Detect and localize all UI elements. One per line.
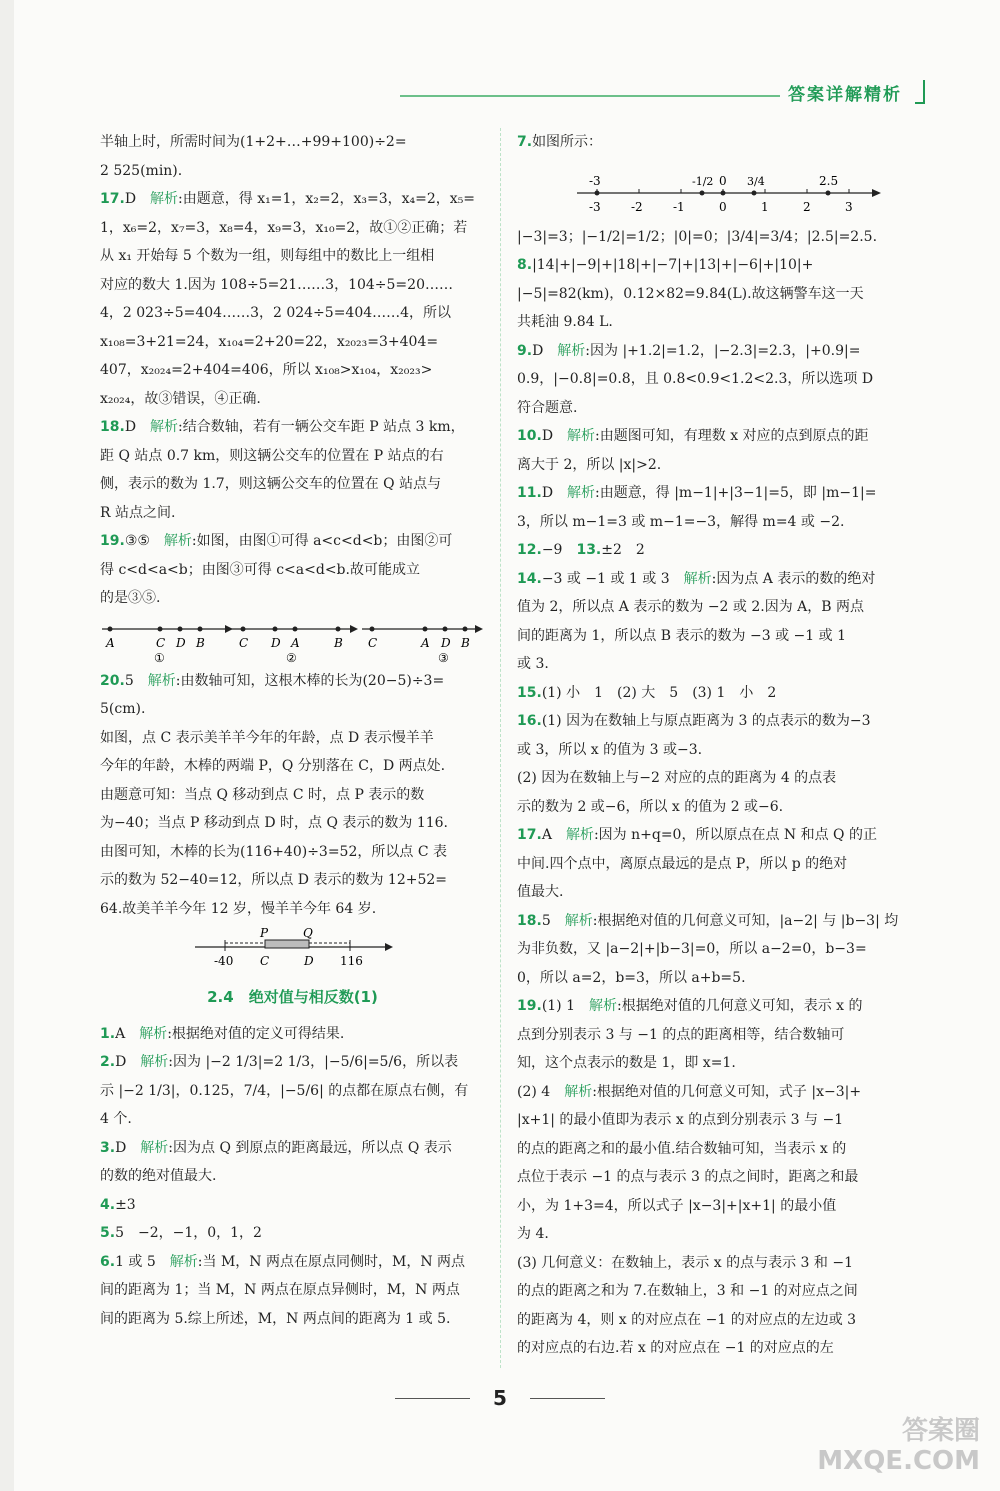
answer-s3: [100, 1134, 485, 1191]
answer-18r: [517, 907, 929, 993]
answer: D: [115, 1054, 127, 1070]
text-line: 间的距离为 1，所以点 B 表示的数为 −3 或 −1 或 1: [517, 627, 846, 644]
text-line: |x+1| 的最小值即为表示 x 的点到分别表示 3 与 −1: [517, 1112, 844, 1128]
analysis-tag: 解析: [567, 428, 596, 444]
text-line: 对应的数大 1.因为 108÷5=21……3，104÷5=20……: [100, 276, 453, 293]
answer: 1 或 5: [115, 1253, 156, 1270]
text-line: 示的数为 52−40=12，所以点 D 表示的数为 12+52=: [100, 872, 448, 888]
answer-s5: [100, 1219, 485, 1248]
text-line: :因为 |−2 1/3|=2 1/3，|−5/6|=5/6，所以表: [168, 1054, 459, 1070]
text-line: :结合数轴，若有一辆公交车距 P 站点 3 km，: [178, 419, 465, 435]
text-line: :根据绝对值的几何意义可知，表示 x 的: [617, 998, 863, 1014]
section-title: 2.4 绝对值与相反数(1): [207, 988, 378, 1006]
text-line: 间的距离为 5.综上所述，M，N 两点间的距离为 1 或 5.: [100, 1310, 451, 1327]
text-line: 侧，表示的数为 1.7，则这辆公交车的位置在 Q 站点与: [100, 476, 442, 492]
fig3-label: A: [421, 635, 430, 650]
text-line: :根据绝对值的定义可得结果.: [167, 1025, 345, 1042]
analysis-tag: 解析: [683, 570, 712, 587]
analysis-tag: 解析: [567, 485, 596, 501]
analysis-tag: 解析: [147, 672, 176, 689]
text-line: :因为 |+1.2|=1.2，|−2.3|=2.3，|+0.9|=: [585, 342, 861, 359]
text-line: :因为 n+q=0，所以原点在点 N 和点 Q 的正: [593, 827, 877, 843]
page-number-rule-right: [530, 1398, 605, 1399]
question-number: 5.: [100, 1225, 116, 1241]
text-line: 或 3，所以 x 的值为 3 或−3.: [517, 741, 703, 758]
header-title: 答案详解精析: [788, 85, 902, 105]
text-line: (2) 因为在数轴上与−2 对应的点的距离为 4 的点表: [517, 770, 837, 786]
text-line: 点到分别表示 3 与 −1 的点的距离相等，结合数轴可: [517, 1026, 845, 1043]
text-line: 间的距离为 1；当 M，N 两点在原点异侧时，M，N 两点: [100, 1282, 460, 1298]
question-number: 15.: [517, 684, 542, 701]
answer-8: [517, 251, 929, 337]
text-line: :因为点 A 表示的数的绝对: [711, 570, 876, 587]
question-number: 13.: [576, 542, 602, 558]
text-line: :由题意，得 x₁=1，x₂=2，x₃=3，x₄=2，x₅=: [178, 191, 476, 207]
text-line: :根据绝对值的几何意义可知，式子 |x−3|+: [592, 1083, 862, 1100]
tick-label: 3: [845, 199, 853, 214]
answer-11: [517, 479, 929, 536]
fig-2: [230, 625, 358, 665]
text-line: 示的数为 2 或−6，所以 x 的值为 2 或−6.: [517, 798, 784, 815]
text-line: 1，x₆=2，x₇=3，x₈=4，x₉=3，x₁₀=2，故①②正确；若: [100, 219, 468, 236]
answer: D: [532, 342, 544, 359]
answer-20: [100, 667, 485, 974]
text-line: 为非负数，又 |a−2|+|b−3|=0，所以 a−2=0，b−3=: [517, 941, 867, 957]
text-line: 64.故美羊羊今年 12 岁，慢羊羊今年 64 岁.: [100, 900, 377, 917]
text-line: 值最大.: [517, 884, 564, 900]
tick-label: 1: [761, 199, 769, 214]
answer: D: [541, 485, 554, 501]
header-bracket: [915, 80, 925, 104]
question-number: 11.: [517, 485, 542, 501]
answer-15: [517, 679, 929, 708]
page-edge: [0, 0, 14, 1491]
fig1-label: B: [196, 635, 205, 650]
analysis-tag: 解析: [589, 998, 618, 1014]
analysis-tag: 解析: [163, 533, 192, 549]
fig1-marker: ①: [154, 650, 165, 665]
text-line: R 站点之间.: [100, 504, 176, 521]
question-number: 14.: [517, 570, 542, 587]
text-line: 的点的距离之和的最小值.结合数轴可知，当表示 x 的: [517, 1140, 847, 1157]
analysis-tag: 解析: [564, 912, 593, 929]
question-number: 17.: [100, 191, 125, 207]
text-line: x₁₀₈=3+21=24，x₁₀₄=2+20=22，x₂₀₂₃=3+404=: [100, 333, 439, 350]
question-number: 18.: [517, 912, 542, 929]
mark-label: -1/2: [692, 174, 714, 188]
question-number: 8.: [517, 257, 533, 273]
header-rule: [400, 95, 780, 97]
answer: (1) 1: [541, 998, 576, 1014]
fig3-marker: ③: [438, 650, 449, 665]
tick-label: 2: [803, 199, 811, 214]
fig3-label: D: [441, 635, 451, 650]
text-line: 值为 2，所以点 A 表示的数为 −2 或 2.因为 A，B 两点: [517, 599, 865, 615]
analysis-tag: 解析: [169, 1253, 198, 1270]
answer: ±3: [115, 1196, 136, 1213]
answer: D: [541, 428, 554, 444]
right-column: [517, 128, 929, 1363]
text-line: :因为点 Q 到原点的距离最远，所以点 Q 表示: [168, 1139, 452, 1156]
text-line: 为 4.: [517, 1226, 549, 1242]
analysis-tag: 解析: [150, 419, 179, 435]
column-divider: [500, 128, 501, 1368]
number-line-figures-19: [100, 615, 485, 665]
text-line: 0，所以 a=2，b=3，所以 a+b=5.: [517, 969, 746, 986]
fig3-label: B: [461, 635, 470, 650]
text-line: 中间.四个点中，离原点最远的是点 P，所以 p 的绝对: [517, 855, 848, 872]
text-line: :由数轴可知，这根木棒的长为(20−5)÷3=: [175, 672, 445, 689]
text-line: x₂₀₂₄，故③错误，④正确.: [100, 390, 261, 407]
question-number: 18.: [100, 419, 125, 435]
text-line: :当 M，N 两点在原点同侧时，M，N 两点: [197, 1253, 466, 1270]
answer-19r: [517, 992, 929, 1363]
question-number: 9.: [517, 342, 533, 359]
text-line: 离大于 2，所以 |x|>2.: [517, 456, 662, 473]
text-line: |14|+|−9|+|18|+|−7|+|13|+|−6|+|10|+: [532, 257, 814, 273]
text-line: |−3|=3；|−1/2|=1/2；|0|=0；|3/4|=3/4；|2.5|=2.5.: [517, 228, 878, 245]
text-line: 的是③⑤.: [100, 590, 161, 606]
fig1-label: C: [156, 635, 166, 650]
text-line: 示 |−2 1/3|，0.125，7/4，|−5/6| 的点都在原点右侧，有: [100, 1082, 469, 1099]
analysis-tag: 解析: [557, 342, 586, 359]
answer-s1: [100, 1020, 485, 1049]
answer: ③⑤: [124, 533, 150, 549]
fig2-label: A: [291, 635, 300, 650]
text-line: 的距离为 4，则 x 的对应点在 −1 的对应点的左边或 3: [517, 1311, 857, 1328]
answer: A: [541, 827, 552, 843]
text-line: 由题意可知：当点 Q 移动到点 C 时，点 P 表示的数: [100, 786, 425, 803]
text-line: 从 x₁ 开始每 5 个数为一组，则每组中的数比上一组相: [100, 248, 435, 264]
label-p: P: [260, 926, 269, 940]
number-line-figure-7: [517, 159, 929, 221]
label-right: 116: [340, 954, 363, 968]
tick-label: -3: [589, 199, 601, 214]
answer-19: [100, 527, 485, 665]
text-line: 共耗油 9.84 L.: [517, 314, 613, 330]
question-number: 3.: [100, 1139, 116, 1156]
question-number: 17.: [517, 827, 542, 843]
text-line: 3，所以 m−1=3 或 m−1=−3，解得 m=4 或 −2.: [517, 513, 845, 530]
answer-10: [517, 422, 929, 479]
text-line: 为−40；当点 P 移动到点 D 时，点 Q 表示的数为 116.: [100, 815, 448, 831]
mark-label: 3/4: [747, 174, 765, 188]
analysis-tag: 解析: [139, 1025, 168, 1042]
question-number: 19.: [100, 533, 125, 549]
label-left: -40: [214, 954, 234, 968]
fig1-label: D: [176, 635, 186, 650]
intro-line-1: 半轴上时，所需时间为(1+2+…+99+100)÷2=: [100, 134, 407, 150]
text-line: 的对应点的右边.若 x 的对应点在 −1 的对应点的左: [517, 1340, 834, 1356]
answer: ±2 2: [601, 542, 645, 558]
answer: 5: [124, 672, 134, 689]
tick-label: 0: [719, 199, 727, 214]
answer-17r: [517, 821, 929, 907]
text-line: (3) 几何意义：在数轴上，表示 x 的点与表示 3 和 −1: [517, 1254, 853, 1271]
answer: D: [124, 419, 137, 435]
answer: −9: [541, 542, 563, 558]
label-d: D: [304, 954, 314, 968]
text-line: 如图所示：: [532, 134, 603, 150]
fig2-marker: ②: [286, 650, 297, 665]
answer-17: [100, 185, 485, 413]
fig3-label: C: [368, 635, 378, 650]
text-line: 407，x₂₀₂₄=2+404=406，所以 x₁₀₈>x₁₀₄，x₂₀₂₃>: [100, 362, 433, 378]
answer: (2) 4: [517, 1083, 551, 1100]
question-number: 6.: [100, 1253, 116, 1270]
question-number: 19.: [517, 998, 542, 1014]
text-line: 如图，点 C 表示美羊羊今年的年龄，点 D 表示慢羊羊: [100, 729, 434, 746]
intro-line-2: 2 525(min).: [100, 162, 183, 179]
text-line: 得 c<d<a<b；由图③可得 c<a<d<b.故可能成立: [100, 561, 420, 578]
mark-label: 0: [719, 173, 727, 188]
answer: 5: [541, 912, 551, 929]
text-line: 由图可知，木棒的长为(116+40)÷3=52，所以点 C 表: [100, 843, 447, 860]
answer: 5 −2，−1，0，1，2: [115, 1225, 262, 1241]
answer: D: [124, 191, 137, 207]
mark-label: 2.5: [819, 173, 839, 188]
text-line: 0.9，|−0.8|=0.8，且 0.8<0.9<1.2<2.3，所以选项 D: [517, 371, 874, 387]
watermark-line-2: MXQE.COM: [817, 1446, 980, 1476]
fig1-label: A: [106, 635, 115, 650]
text-line: 点位于表示 −1 的点与表示 3 的点之间时，距离之和最: [517, 1169, 859, 1185]
analysis-tag: 解析: [565, 827, 594, 843]
answer-7: [517, 128, 929, 251]
answer: A: [115, 1025, 126, 1042]
fig-1: [102, 625, 233, 665]
answer-14: [517, 565, 929, 679]
text-line: :如图，由图①可得 a<c<d<b；由图②可: [191, 533, 453, 549]
answer-9: [517, 337, 929, 423]
analysis-tag: 解析: [150, 191, 179, 207]
answer-s6: [100, 1248, 485, 1334]
analysis-tag: 解析: [564, 1083, 593, 1100]
page-number: 5: [493, 1386, 507, 1410]
label-q: Q: [303, 926, 313, 940]
answer: −3 或 −1 或 1 或 3: [541, 570, 670, 587]
tick-label: -1: [673, 199, 685, 214]
mark-label: -3: [589, 173, 601, 188]
analysis-tag: 解析: [140, 1054, 169, 1070]
text-line: 的点的距离之和为 7.在数轴上，3 和 −1 的对应点之间: [517, 1283, 858, 1299]
tick-label: -2: [631, 199, 643, 214]
fig2-label: C: [239, 635, 249, 650]
question-number: 4.: [100, 1196, 116, 1213]
stick-number-line-figure: [100, 925, 485, 973]
watermark-logo: [817, 1416, 980, 1476]
question-number: 7.: [517, 134, 533, 150]
question-number: 16.: [517, 713, 542, 729]
text-line: |−5|=82(km)，0.12×82=9.84(L).故这辆警车这一天: [517, 285, 864, 302]
answer-18: [100, 413, 485, 527]
question-number: 10.: [517, 428, 542, 444]
question-number: 1.: [100, 1025, 116, 1042]
answer: D: [115, 1139, 127, 1156]
text-line: 4，2 023÷5=404……3，2 024÷5=404……4，所以: [100, 305, 452, 321]
text-line: :由题意，得 |m−1|+|3−1|=5，即 |m−1|=: [595, 485, 877, 501]
answer-s2: [100, 1048, 485, 1134]
text-line: 知，这个点表示的数是 1，即 x=1.: [517, 1055, 736, 1071]
text-line: 5(cm).: [100, 701, 146, 717]
text-line: 距 Q 站点 0.7 km，则这辆公交车的位置在 P 站点的右: [100, 447, 444, 464]
text-line: (1) 因为在数轴上与原点距离为 3 的点表示的数为−3: [541, 713, 871, 729]
text-line: 今年的年龄，木棒的两端 P，Q 分别落在 C，D 两点处.: [100, 758, 446, 774]
label-c: C: [260, 954, 270, 968]
text-line: 的数的绝对值最大.: [100, 1168, 217, 1184]
text-line: :由题图可知，有理数 x 对应的点到原点的距: [595, 428, 869, 444]
text-line: 4 个.: [100, 1111, 132, 1127]
question-number: 2.: [100, 1054, 116, 1070]
answer-12-13: [517, 536, 929, 565]
question-number: 20.: [100, 672, 125, 689]
fig-3: [362, 625, 483, 665]
text-line: 符合题意.: [517, 399, 578, 416]
answer-s4: [100, 1191, 485, 1220]
question-number: 12.: [517, 542, 542, 558]
watermark-line-1: 答案圈: [901, 1416, 980, 1446]
analysis-tag: 解析: [140, 1139, 169, 1156]
answer-16: [517, 707, 929, 821]
text-line: 小，为 1+3=4，所以式子 |x−3|+|x+1| 的最小值: [517, 1197, 837, 1214]
left-column: [100, 128, 485, 1333]
text-line: :根据绝对值的几何意义可知，|a−2| 与 |b−3| 均: [592, 912, 899, 929]
fig2-label: D: [271, 635, 281, 650]
answer: (1) 小 1 (2) 大 5 (3) 1 小 2: [541, 684, 777, 701]
fig2-label: B: [334, 635, 343, 650]
text-line: 或 3.: [517, 656, 549, 672]
